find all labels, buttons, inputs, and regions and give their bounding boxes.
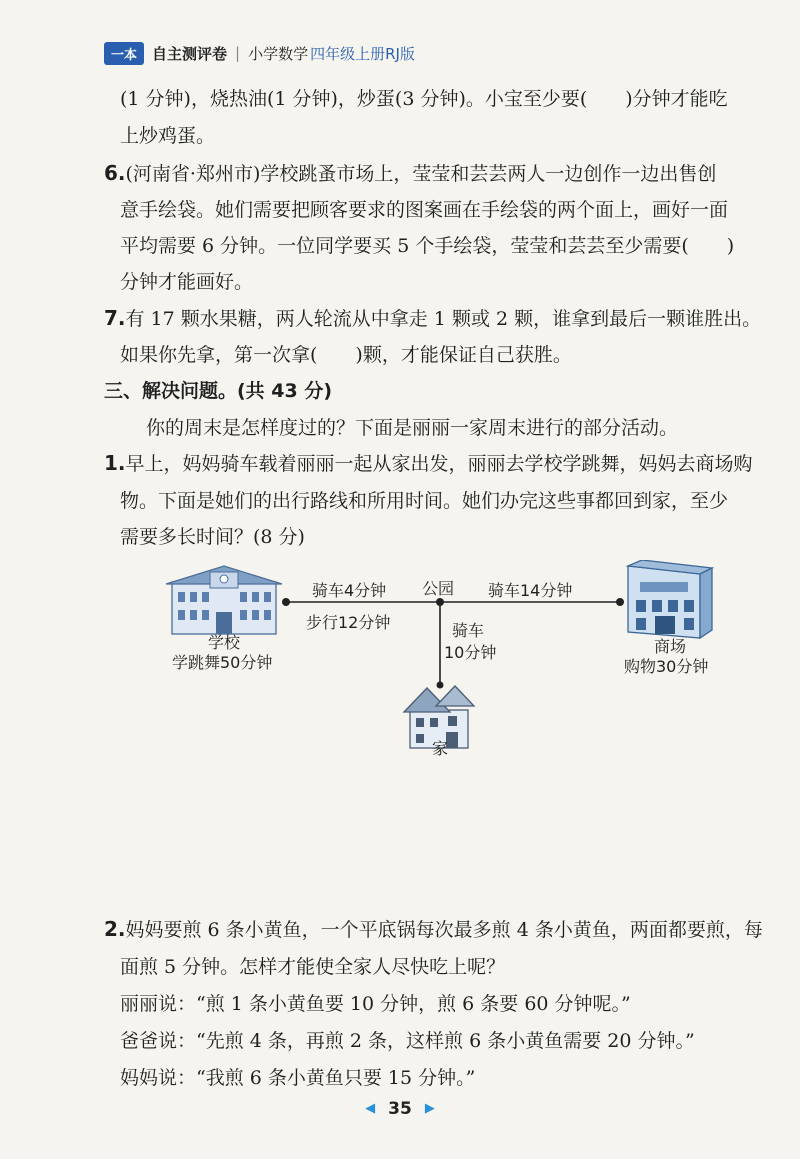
label-school-activity: 学跳舞50分钟 <box>172 653 273 672</box>
mall-node <box>616 598 624 606</box>
q7-text-line-2: 如果你先拿，第一次拿( )颗，才能保证自己获胜。 <box>120 344 572 366</box>
section-3-title: 三、解决问题。(共 43 分) <box>104 380 333 402</box>
question-text: 有 17 颗水果糖，两人轮流从中拿走 1 颗或 2 颗，谁拿到最后一颗谁胜出。 <box>125 308 762 330</box>
problem-1 <box>104 449 753 476</box>
label-park: 公园 <box>422 579 455 598</box>
problem-2 <box>104 915 763 942</box>
question-number: 2. <box>104 917 126 941</box>
p1-text-line-2: 物。下面是她们的出行路线和所用时间。她们办完这些事都回到家，至少 <box>120 490 729 512</box>
p2-dad-says: 爸爸说：“先煎 4 条，再煎 2 条，这样煎 6 条小黄鱼需要 20 分钟。” <box>120 1030 695 1052</box>
p2-text-line-2: 面煎 5 分钟。怎样才能使全家人尽快吃上呢？ <box>120 956 506 978</box>
shopping-mall-icon <box>628 560 712 638</box>
question-6 <box>104 159 716 186</box>
label-home: 家 <box>431 739 448 758</box>
label-walk-to-school: 步行12分钟 <box>306 613 391 632</box>
header-subject: 小学数学 <box>248 44 309 63</box>
home-node <box>437 682 444 689</box>
label-bike-home-time: 10分钟 <box>444 643 497 662</box>
page-number: 35 <box>388 1098 412 1119</box>
header-grade: 四年级上册RJ版 <box>310 44 415 63</box>
q6-text-line-4: 分钟才能画好。 <box>120 271 254 293</box>
q6-text-line-2: 意手绘袋。她们需要把顾客要求的图案画在手绘袋的两个面上，画好一面 <box>120 199 729 221</box>
q6-text-line-3: 平均需要 6 分钟。一位同学要买 5 个手绘袋，莹莹和芸芸至少需要( ) <box>120 235 735 257</box>
next-page-arrow-icon: ▶ <box>424 1101 435 1116</box>
question-text: 妈妈要煎 6 条小黄鱼，一个平底锅每次最多煎 4 条小黄鱼，两面都要煎，每 <box>125 919 763 941</box>
header-separator: | <box>235 44 241 62</box>
question-number: 7. <box>104 306 126 330</box>
question-7 <box>104 304 761 331</box>
q5-text-line-2: 上炒鸡蛋。 <box>120 125 216 147</box>
school-building-icon <box>166 566 282 634</box>
question-text: (河南省·郑州市)学校跳蚤市场上，莹莹和芸芸两人一边创作一边出售创 <box>125 163 717 185</box>
school-node <box>282 598 290 606</box>
section-3-intro: 你的周末是怎样度过的？下面是丽丽一家周末进行的部分活动。 <box>146 417 679 439</box>
p2-mom-says: 妈妈说：“我煎 6 条小黄鱼只要 15 分钟。” <box>120 1067 476 1089</box>
label-mall-activity: 购物30分钟 <box>624 657 709 676</box>
label-mall: 商场 <box>653 637 686 656</box>
q5-text-line-1: (1 分钟)，烧热油(1 分钟)，炒蛋(3 分钟)。小宝至少要( )分钟才能吃 <box>120 88 728 110</box>
route-diagram <box>0 560 800 780</box>
park-node <box>436 598 444 606</box>
p2-lili-says: 丽丽说：“煎 1 条小黄鱼要 10 分钟，煎 6 条要 60 分钟呢。” <box>120 993 631 1015</box>
question-text: 早上，妈妈骑车载着丽丽一起从家出发，丽丽去学校学跳舞，妈妈去商场购 <box>125 453 753 475</box>
label-bike-to-mall: 骑车14分钟 <box>488 581 573 600</box>
label-bike-home: 骑车 <box>452 621 485 640</box>
page-header <box>104 40 415 66</box>
brand-badge: 一本 <box>104 42 144 65</box>
question-number: 1. <box>104 451 126 475</box>
header-title: 自主测评卷 <box>152 44 228 63</box>
page-footer <box>0 1098 800 1119</box>
prev-page-arrow-icon: ◀ <box>365 1101 376 1116</box>
question-number: 6. <box>104 161 126 185</box>
p1-text-line-3: 需要多长时间？(8 分) <box>120 526 305 548</box>
label-school: 学校 <box>207 633 240 652</box>
label-bike-to-school: 骑车4分钟 <box>312 581 387 600</box>
